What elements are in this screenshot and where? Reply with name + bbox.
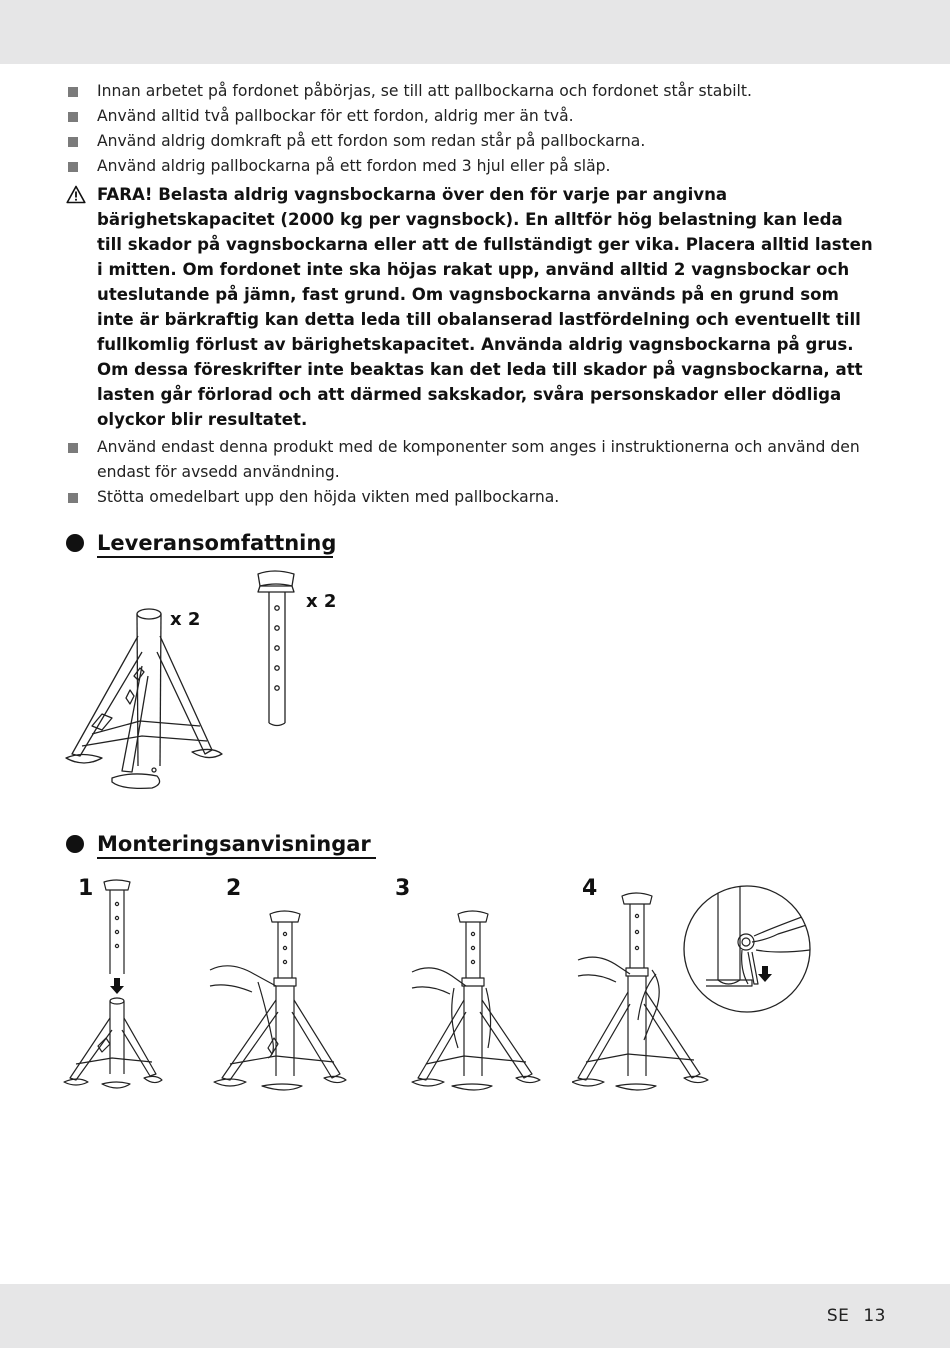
down-arrow-icon bbox=[110, 978, 124, 994]
list-item: Innan arbetet på fordonet påbörjas, se till att pallbockarna och fordonet står stabilt. bbox=[66, 79, 896, 104]
step-number: 1 bbox=[78, 876, 94, 901]
lifting-post-illustration bbox=[252, 568, 302, 728]
warning-line: uteslutande på jämn, fast grund. Om vagnsbockarna används på en grund som bbox=[97, 285, 839, 304]
bullet-square-icon bbox=[68, 87, 78, 97]
title-underline bbox=[97, 556, 333, 558]
step-number: 2 bbox=[226, 876, 242, 901]
warning-line: bärighetskapacitet (2000 kg per vagnsbock). En alltför hög belastning kan leda bbox=[97, 210, 843, 229]
section-title: Monteringsanvisningar bbox=[97, 832, 371, 856]
list-item: Använd aldrig pallbockarna på ett fordon med 3 hjul eller på släp. bbox=[66, 154, 896, 179]
post-quantity: x 2 bbox=[306, 591, 337, 612]
step-1-illustration bbox=[62, 878, 166, 1098]
header-band bbox=[0, 0, 950, 64]
title-underline bbox=[97, 857, 376, 859]
warning-line: FARA! Belasta aldrig vagnsbockarna över den för varje par angivna bbox=[97, 185, 728, 204]
bullet-square-icon bbox=[68, 162, 78, 172]
language-code: SE bbox=[826, 1306, 850, 1326]
step-number: 4 bbox=[582, 876, 598, 901]
page-footer bbox=[813, 1306, 886, 1326]
list-item: Använd aldrig domkraft på ett fordon som redan står på pallbockarna. bbox=[66, 129, 896, 154]
axle-stand-illustration bbox=[62, 606, 226, 796]
warning-triangle-icon bbox=[66, 185, 86, 204]
footer-band bbox=[0, 1284, 950, 1348]
list-item: Stötta omedelbart upp den höjda vikten med pallbockarna. bbox=[66, 485, 896, 510]
warning-line: lasten går förlorad och att därmed sakskador, svåra personskador eller dödliga bbox=[97, 385, 842, 404]
step-4-detail-illustration bbox=[682, 884, 812, 1014]
safety-list bbox=[66, 79, 896, 510]
warning-line: till skador på vagnsbockarna eller att de fullständigt ger vika. Placera alltid lasten bbox=[97, 235, 873, 254]
warning-line: i mitten. Om fordonet inte ska höjas rakat upp, använd alltid 2 vagnsbockar och bbox=[97, 260, 850, 279]
step-3-illustration bbox=[408, 908, 548, 1098]
section-bullet-icon bbox=[66, 534, 84, 552]
step-2-illustration bbox=[206, 908, 350, 1098]
section-title: Leveransomfattning bbox=[97, 531, 337, 555]
stand-quantity: x 2 bbox=[170, 609, 201, 630]
list-item: Använd alltid två pallbockar för ett fordon, aldrig mer än två. bbox=[66, 104, 896, 129]
warning-line: Om dessa föreskrifter inte beaktas kan det leda till skador på vagnsbockarna, att bbox=[97, 360, 863, 379]
warning-line: inte är bärkraftig kan detta leda till obalanserad lastfördelning och eventuellt till bbox=[97, 310, 861, 329]
bullet-square-icon bbox=[68, 112, 78, 122]
warning-line: olyckor blir resultatet. bbox=[97, 410, 308, 429]
list-item: Använd endast denna produkt med de komponenter som anges i instruktionerna och använd den endast för avsedd användning. bbox=[66, 435, 896, 485]
bullet-square-icon bbox=[68, 137, 78, 147]
bullet-square-icon bbox=[68, 493, 78, 503]
section-bullet-icon bbox=[66, 835, 84, 853]
step-number: 3 bbox=[395, 876, 411, 901]
bullet-square-icon bbox=[68, 443, 78, 453]
warning-line: fullkomlig förlust av bärighetskapacitet. Använda aldrig vagnsbockarna på grus. bbox=[97, 335, 854, 354]
danger-warning bbox=[66, 182, 896, 432]
page-number: 13 bbox=[863, 1306, 886, 1326]
